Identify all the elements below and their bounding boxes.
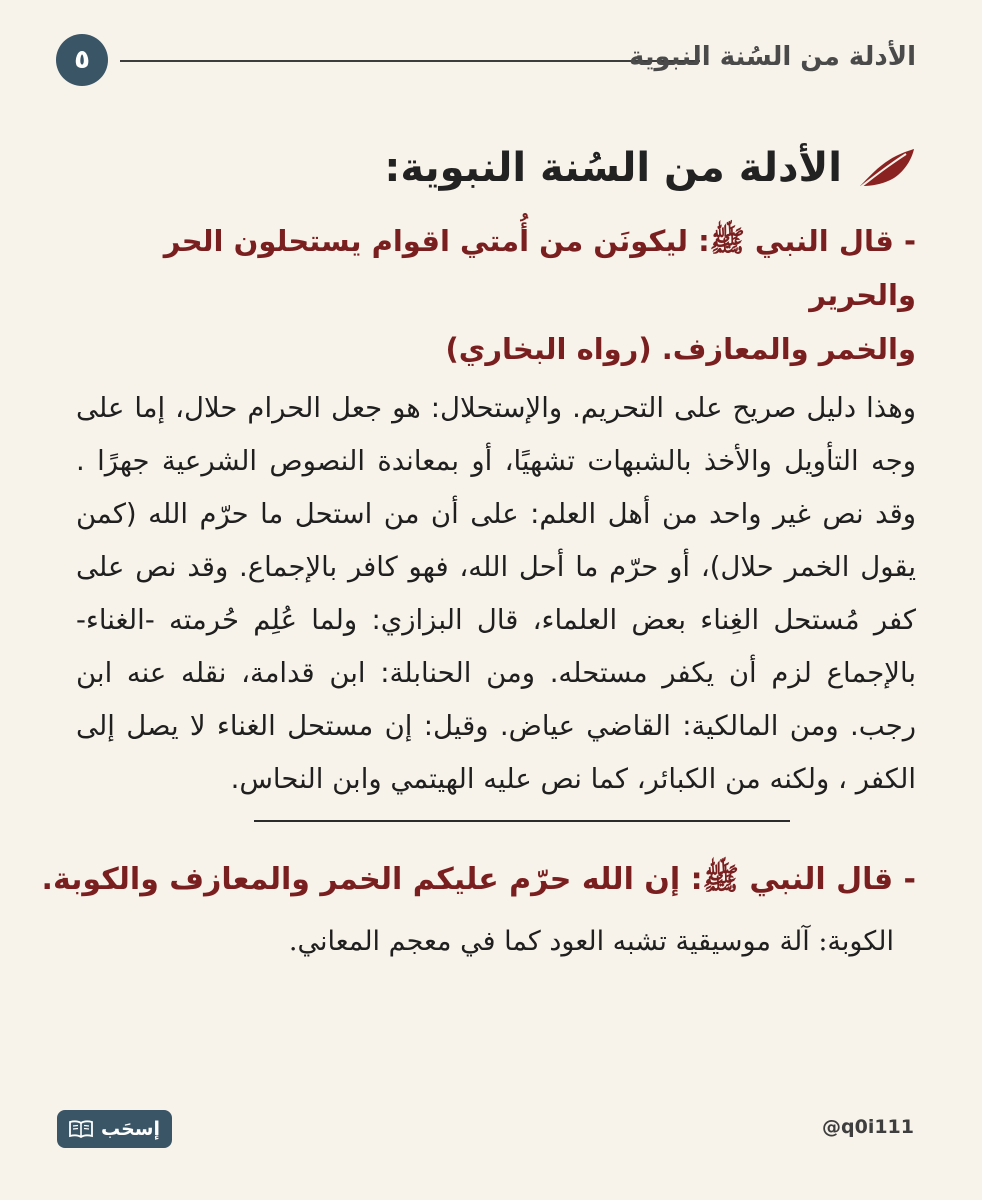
header-title: الأدلة من السُنة النبوية bbox=[628, 42, 916, 72]
page-header bbox=[56, 34, 916, 90]
header-divider bbox=[120, 60, 700, 62]
section-divider bbox=[254, 820, 790, 822]
explanation-paragraph: وهذا دليل صريح على التحريم. والإستحلال: هو جعل الحرام حلال، إما على وجه التأويل والأخذ بالشبهات تشهيًا، أو بمعاندة النصوص الشرعية جهرًا . وقد نص غير واحد من أهل العلم: على أن من استحل ما حرّم الله (كمن يقول الخمر حلال)، أو حرّم ما أحل الله، فهو كافر بالإجماع. وقد نص على كفر مُستحل الغِناء بعض العلماء، قال البزازي: ولما عُلِم حُرمته -الغناء- بالإجماع لزم أن يكفر مستحله. ومن الحنابلة: ابن قدامة، نقله عنه ابن رجب. ومن المالكية: القاضي عياض. وقيل: إن مستحل الغناء لا يصل إلى الكفر ، ولكنه من الكبائر، كما نص عليه الهيتمي وابن النحاس. bbox=[76, 392, 916, 795]
hadith-quote-1 bbox=[76, 214, 916, 376]
definition-note: الكوبة: آلة موسيقية تشبه العود كما في معجم المعاني. bbox=[288, 926, 894, 957]
section-title: الأدلة من السُنة النبوية: bbox=[384, 145, 842, 191]
swipe-label: إسحَب bbox=[101, 1118, 161, 1140]
swipe-badge[interactable] bbox=[57, 1110, 172, 1148]
main-content bbox=[41, 140, 916, 968]
section-heading bbox=[76, 140, 916, 196]
book-icon bbox=[69, 1120, 93, 1138]
page-number-badge: ٥ bbox=[56, 34, 108, 86]
hadith-quote-2: - قال النبي ﷺ: إن الله حرّم عليكم الخمر والمعازف والكوبة. bbox=[41, 862, 916, 897]
feather-icon bbox=[856, 146, 916, 190]
account-handle: @q0i111 bbox=[822, 1116, 914, 1138]
hadith-quote-1-line2: والخمر والمعازف. (رواه البخاري) bbox=[445, 332, 916, 366]
hadith-quote-1-line1: - قال النبي ﷺ: ليكونَن من أُمتي اقوام يستحلون الحر والحرير bbox=[163, 224, 916, 312]
